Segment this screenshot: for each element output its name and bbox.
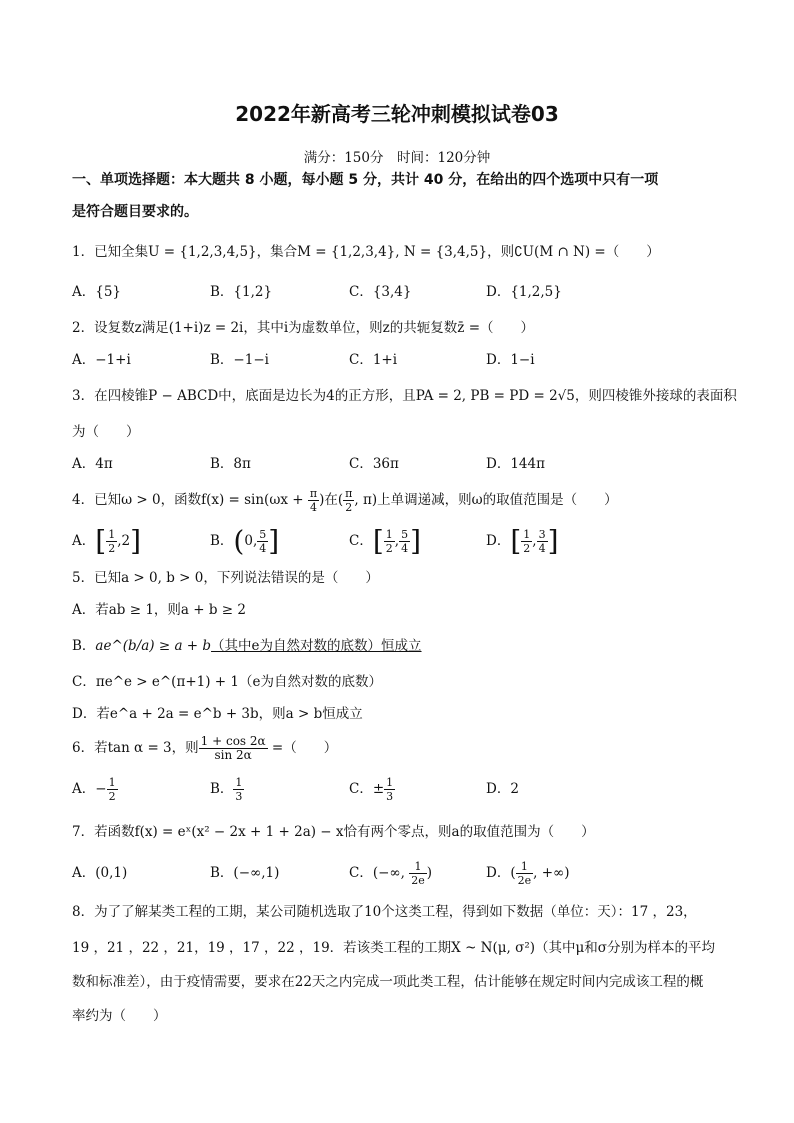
- q5-option-b: [72, 634, 732, 654]
- q7-options: [72, 856, 732, 890]
- q7-option-d-den: 2e: [517, 874, 532, 887]
- q3-stem-line1: 3．在四棱锥P − ABCD中，底面是边长为4的正方形，且PA = 2, PB = PD = 2√5，则四棱锥外接球的表面积: [72, 388, 737, 404]
- q4-options: [72, 524, 732, 558]
- q4-option-a: A．[ $\frac{1}{2}$ ,2]: [72, 524, 142, 558]
- q6-option-a-sign: −: [95, 781, 107, 797]
- exam-subtitle: 满分：150分 时间：120分钟: [303, 150, 491, 166]
- q6-option-d-label: D．: [486, 781, 511, 797]
- q4-option-d-hi: [537, 528, 548, 555]
- q4-option-c-lo-num: 1: [385, 528, 393, 541]
- q8-stem-line4: 率约为（ ）: [72, 1008, 167, 1024]
- q4-range-num: π: [345, 487, 353, 500]
- q4-option-d-lo: [521, 528, 532, 555]
- q2-option-d: D．1−i: [486, 352, 535, 368]
- q6-option-d: [486, 772, 519, 806]
- q4-range-den: 2: [345, 501, 353, 514]
- q3-options: [72, 452, 732, 476]
- q3-option-d: D．144π: [486, 456, 545, 472]
- q7-option-c-den: 2e: [411, 874, 425, 887]
- q8-stem-line2: 19 ，21 ，22 ，21，19 ，17 ，22 ，19．若该类工程的工期X ~ N(μ, σ²)（其中μ和σ分别为样本的平均: [72, 940, 715, 956]
- q6-stem-fraction-num: 1 + cos 2α: [200, 734, 266, 748]
- q8-stem-line3: 数和标准差），由于疫情需要，要求在22天之内完成一项此类工程，估计能够在规定时间内完成该工程的概: [72, 974, 704, 990]
- q7-option-d-label: D．: [486, 865, 511, 881]
- q5-option-b-label: B．: [72, 638, 96, 654]
- q4-option-d: D．[ $\frac{1}{2}$ , $\frac{3}{4}$ ]: [486, 524, 559, 558]
- q4-stem-fraction-den: 4: [309, 501, 317, 514]
- q2-options: [72, 348, 732, 372]
- q3-stem-line2: 为（ ）: [72, 424, 140, 440]
- q5-option-b-math: ae^(b/a) ≥ a + b: [95, 638, 212, 654]
- q1-option-a: A．{5}: [72, 284, 122, 300]
- q3-option-a: A．4π: [72, 456, 113, 472]
- q6-option-a-fraction: [107, 776, 118, 803]
- q5-stem: 5．已知a > 0, b > 0，下列说法错误的是（ ）: [72, 570, 379, 586]
- q4-range-fraction: [343, 487, 354, 514]
- q2-stem: 2．设复数z满足(1+i)z = 2i，其中i为虚数单位，则z的共轭复数z̄ =（ ）: [72, 320, 535, 336]
- q4-stem-part-b: )在(: [319, 492, 344, 508]
- q7-option-d-num: 1: [516, 860, 534, 874]
- q3-option-b: B．8π: [210, 456, 251, 472]
- q4-option-c-lo-den: 2: [385, 542, 393, 555]
- q1-option-d: D．{1,2,5}: [486, 284, 562, 300]
- q4-stem-fraction: [308, 487, 319, 514]
- q1-options: [72, 280, 732, 304]
- q4-stem-part-a: 4．已知ω > 0，函数f(x) = sin(ωx +: [72, 492, 308, 508]
- q4-option-d-lo-den: 2: [523, 542, 531, 555]
- q4-option-c-label: C．: [349, 533, 373, 549]
- q7-option-d-fraction: [516, 860, 534, 887]
- q6-stem-part-a: 6．若tan α = 3，则: [72, 740, 199, 756]
- q6-option-c-num: 1: [386, 776, 394, 789]
- q4-option-a-label: A．: [72, 533, 96, 549]
- q6-option-c: [349, 772, 395, 806]
- q7-option-a-label: A．: [72, 865, 96, 881]
- q6-option-c-sign: ±: [372, 781, 385, 797]
- q6-option-d-value: 2: [510, 781, 519, 797]
- q4-option-c-hi: [399, 528, 410, 555]
- q6-stem: [72, 730, 732, 766]
- q7-option-d-tail: , +∞): [533, 865, 570, 881]
- q4-stem-fraction-num: π: [309, 487, 318, 500]
- q2-option-a: A．−1+i: [72, 352, 131, 368]
- q6-option-c-label: C．: [349, 781, 373, 797]
- q2-option-c: C．1+i: [349, 352, 398, 368]
- q6-stem-fraction: [199, 735, 268, 762]
- q7-option-c: [349, 856, 432, 890]
- q4-option-d-label: D．: [486, 533, 511, 549]
- q4-option-d-hi-num: 3: [538, 528, 546, 541]
- q1-option-c: C．{3,4}: [349, 284, 412, 300]
- q4-option-b-hi: [257, 528, 268, 555]
- q6-option-b-label: B．: [210, 781, 234, 797]
- q4-option-b-hi-num: 5: [259, 528, 267, 541]
- q6-option-b: [210, 772, 244, 806]
- q7-option-c-label: C．: [349, 865, 373, 881]
- q7-stem: 7．若函数f(x) = eˣ(x² − 2x + 1 + 2a) − x恰有两个零点，则a的取值范围为（ ）: [72, 824, 595, 840]
- q2-option-b: B．−1−i: [210, 352, 269, 368]
- q4-option-d-lo-num: 1: [523, 528, 531, 541]
- q7-option-b-text: (−∞,1): [233, 865, 280, 881]
- q7-option-d: [486, 856, 570, 890]
- q6-option-c-fraction: [384, 776, 395, 803]
- q4-option-b-label: B．: [210, 533, 234, 549]
- q4-option-a-lo: [106, 528, 117, 555]
- q4-option-b-lo: 0: [244, 533, 253, 549]
- q4-option-c-hi-num: 5: [401, 528, 409, 541]
- q7-option-c-text: (−∞,: [372, 865, 410, 881]
- q6-option-b-den: 3: [235, 790, 243, 803]
- exam-title: 2022年新高考三轮冲刺模拟试卷03: [235, 102, 559, 126]
- q5-option-d: D．若e^a + 2a = e^b + 3b，则a > b恒成立: [72, 706, 363, 722]
- q7-option-c-num: 1: [409, 860, 427, 874]
- q5-option-c: C．πe^e > e^(π+1) + 1（e为自然对数的底数）: [72, 674, 382, 690]
- q7-option-d-text: (: [510, 865, 516, 881]
- q4-stem-part-c: , π)上单调递减，则ω的取值范围是（ ）: [354, 492, 618, 508]
- q7-option-c-tail: ): [426, 865, 433, 881]
- q6-option-a-num: 1: [108, 776, 116, 789]
- q3-option-c: C．36π: [349, 456, 399, 472]
- q7-option-b-label: B．: [210, 865, 234, 881]
- q4-option-c-lo: [384, 528, 395, 555]
- q4-option-b: B．(0, $\frac{5}{4}$ ]: [210, 524, 280, 558]
- q4-option-b-hi-den: 4: [259, 542, 267, 555]
- q6-option-a: [72, 772, 118, 806]
- q6-option-b-num: 1: [235, 776, 243, 789]
- q6-options: [72, 772, 732, 806]
- q4-option-d-hi-den: 4: [538, 542, 546, 555]
- q5-option-a: A．若ab ≥ 1，则a + b ≥ 2: [72, 602, 246, 618]
- section-heading-line2: 是符合题目要求的。: [72, 204, 198, 220]
- section-heading-line1: 一、单项选择题：本大题共 8 小题，每小题 5 分，共计 40 分，在给出的四个选项中只有一项: [72, 172, 659, 188]
- q4-option-c: C．[ $\frac{1}{2}$ , $\frac{5}{4}$ ]: [349, 524, 422, 558]
- q6-stem-part-b: =（ ）: [267, 740, 338, 756]
- q6-stem-fraction-den: sin 2α: [214, 748, 252, 762]
- q6-option-a-label: A．: [72, 781, 96, 797]
- q4-option-c-hi-den: 4: [401, 542, 409, 555]
- q4-option-a-lo-num: 1: [108, 528, 116, 541]
- q1-option-b: B．{1,2}: [210, 284, 273, 300]
- q1-stem: 1．已知全集U = {1,2,3,4,5}，集合M = {1,2,3,4}, N = {3,4,5}，则∁U(M ∩ N) =（ ）: [72, 244, 660, 260]
- q4-option-a-hi: 2: [121, 533, 131, 549]
- q7-option-b: [210, 856, 279, 890]
- q6-option-c-den: 3: [386, 790, 394, 803]
- q7-option-a-text: (0,1): [95, 865, 128, 881]
- q7-option-c-fraction: [409, 860, 427, 887]
- q6-option-a-den: 2: [108, 790, 116, 803]
- q6-option-b-fraction: [233, 776, 244, 803]
- q7-option-a: [72, 856, 127, 890]
- q8-stem-line1: 8．为了了解某类工程的工期，某公司随机选取了10个这类工程，得到如下数据（单位：天）：17 ，23，: [72, 904, 697, 920]
- q5-option-b-note: （其中e为自然对数的底数）恒成立: [211, 638, 422, 654]
- q4-option-a-lo-den: 2: [108, 542, 116, 555]
- q4-stem: [72, 484, 732, 516]
